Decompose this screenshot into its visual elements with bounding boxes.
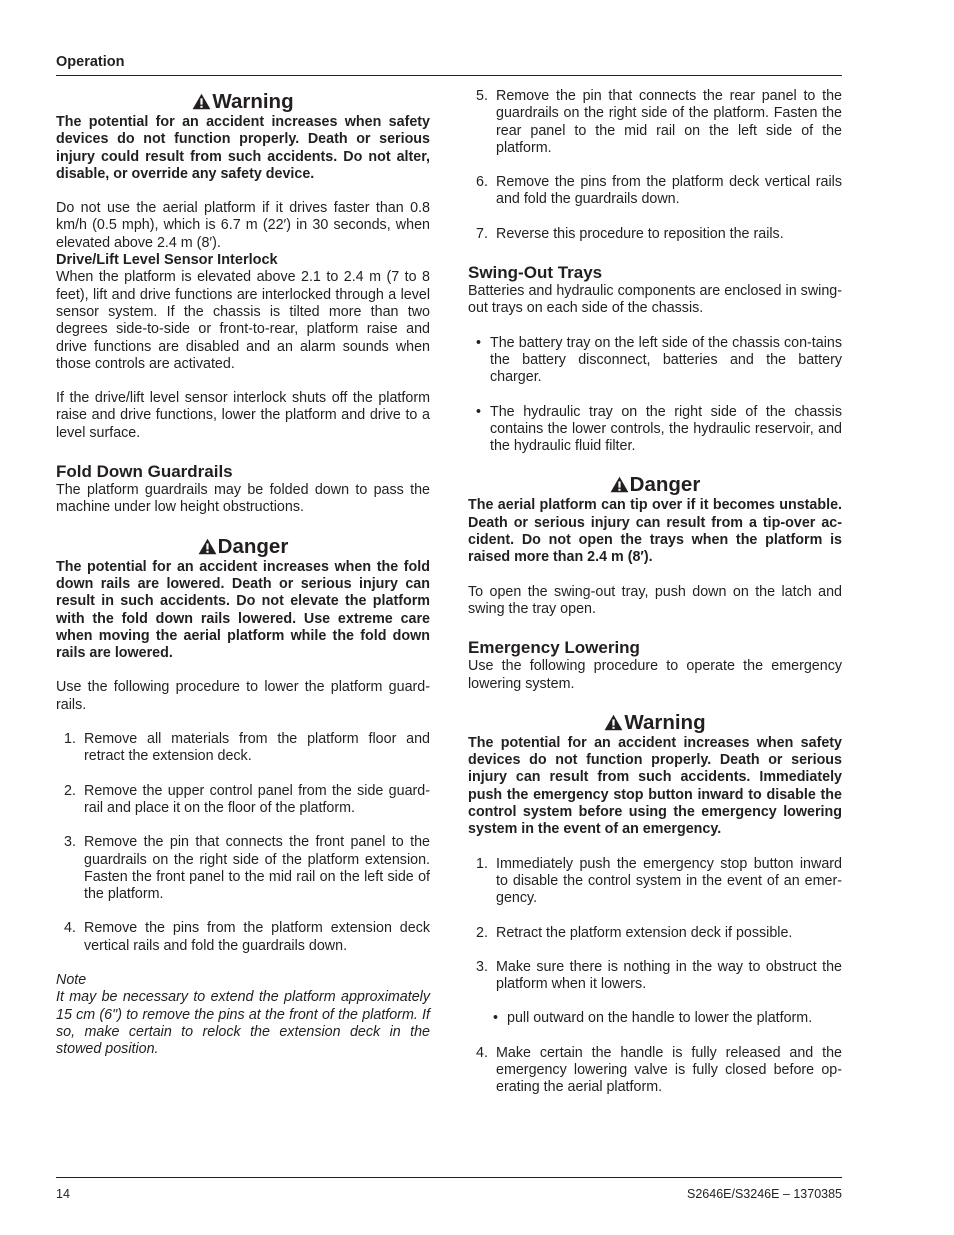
step-number: 4.: [64, 920, 76, 937]
step-text: Retract the platform extension deck if possible.: [496, 924, 793, 941]
danger-text: The aerial platform can tip over if it becomes unstable. Death or serious injury can result from a tip-over ac-cident. Do not open the trays when the platform is raised more than 2.4 m (8′).: [468, 497, 842, 566]
step-number: 1.: [476, 855, 488, 872]
warning-title: Warning: [212, 90, 294, 113]
step-text: Remove the pins from the platform deck vertical rails and fold the guardrails down.: [496, 174, 842, 208]
emergency-steps-final: [468, 1045, 842, 1097]
guardrail-steps-continued: [468, 88, 842, 243]
danger-heading: [468, 473, 842, 497]
bullet: •: [476, 334, 482, 351]
trays-intro: Batteries and hydraulic components are enclosed in swing-out trays on each side of the chassis.: [468, 283, 842, 317]
step-text: Remove all materials from the platform floor and retract the extension deck.: [84, 731, 430, 765]
note-label: Note: [56, 971, 87, 988]
left-column: [56, 90, 430, 1058]
step-text: Remove the upper control panel from the side guard-rail and place it on the floor of the platform.: [84, 782, 430, 816]
interlock-paragraph: When the platform is elevated above 2.1 to 2.4 m (7 to 8 feet), lift and drive functions are interlocked through a level sensor system. If the chassis is tilted more than two degrees side-to-side or front-to-rear, platform raise and drive functions are disabled and an alarm sounds when those controls are activated.: [56, 269, 430, 372]
step-number: 1.: [64, 731, 76, 748]
step-number: 2.: [64, 782, 76, 799]
trays-list: [468, 335, 842, 456]
procedure-intro: Use the following procedure to lower the platform guard-rails.: [56, 679, 430, 713]
emergency-heading: Emergency Lowering: [468, 638, 640, 658]
list-item: [56, 920, 430, 955]
list-item: [468, 925, 842, 942]
tray-open-paragraph: To open the swing-out tray, push down on the latch and swing the tray open.: [468, 583, 842, 617]
list-item: [468, 856, 842, 908]
list-item: [468, 1045, 842, 1097]
drive-speed-paragraph: Do not use the aerial platform if it drives faster than 0.8 km/h (0.5 mph), which is 6.7 m (22′) in 30 seconds, when elevated above 2.4 m (8′).: [56, 200, 430, 251]
warning-triangle-icon: [604, 714, 623, 731]
step-text: Make sure there is nothing in the way to obstruct the platform when it lowers.: [496, 958, 842, 993]
warning-heading: [468, 711, 842, 735]
footer-rule: [56, 1177, 842, 1178]
warning-triangle-icon: [198, 538, 217, 555]
note-text: It may be necessary to extend the platform approximately 15 cm (6") to remove the pins at the front of the platform. If so, make certain to relock the extension deck in the stowed position.: [56, 989, 430, 1058]
header-rule: [56, 75, 842, 76]
bullet-text: pull outward on the handle to lower the platform.: [507, 1010, 813, 1027]
warning-triangle-icon: [610, 476, 629, 493]
section-header: Operation: [56, 54, 125, 70]
list-item: [468, 226, 842, 243]
page-number: 14: [56, 1187, 70, 1201]
list-item: [468, 404, 842, 456]
list-item: [468, 335, 842, 387]
document-id: S2646E/S3246E – 1370385: [687, 1187, 842, 1201]
step-number: 3.: [64, 834, 76, 851]
step-number: 2.: [476, 924, 488, 941]
emergency-intro: Use the following procedure to operate the emergency lowering system.: [468, 658, 842, 692]
guardrails-intro: The platform guardrails may be folded down to pass the machine under low height obstructions.: [56, 482, 430, 516]
bullet: •: [493, 1010, 499, 1027]
list-item: [56, 731, 430, 766]
step-number: 5.: [476, 88, 488, 104]
right-column: [468, 88, 842, 1097]
emergency-steps: [468, 856, 842, 994]
guardrail-steps: [56, 731, 430, 955]
trays-heading: Swing-Out Trays: [468, 263, 603, 283]
interlock-heading: Drive/Lift Level Sensor Interlock: [56, 252, 278, 269]
warning-title: Warning: [624, 710, 706, 734]
list-item: [56, 783, 430, 818]
step-number: 4.: [476, 1044, 488, 1061]
list-item: [56, 834, 430, 903]
list-item: [468, 959, 842, 994]
step-text: Remove the pin that connects the front panel to the guardrails on the right side of the platform extension. Fasten the front panel to the mid rail on the left side of the platform.: [84, 834, 430, 903]
danger-title: Danger: [217, 534, 289, 558]
danger-heading: [56, 535, 430, 559]
step-number: 7.: [476, 225, 488, 242]
bullet: •: [476, 403, 482, 420]
list-item: [468, 174, 842, 209]
bullet-text: The battery tray on the left side of the chassis con-tains the battery disconnect, batteries and the battery charger.: [490, 334, 842, 386]
step-number: 6.: [476, 174, 488, 191]
warning-text: The potential for an accident increases when safety devices do not function properly. Death or serious injury could result from such accidents. Do not alter, disable, or override any safety device.: [56, 114, 430, 182]
danger-title: Danger: [629, 473, 701, 497]
sub-bullet-item: [468, 1010, 842, 1027]
guardrails-heading: Fold Down Guardrails: [56, 462, 233, 482]
step-number: 3.: [476, 958, 488, 975]
step-text: Immediately push the emergency stop button inward to disable the control system in the event of an emer-gency.: [496, 855, 842, 907]
step-text: Make certain the handle is fully released and the emergency lowering valve is fully closed before op-erating the aerial platform.: [496, 1044, 842, 1096]
warning-heading: [56, 90, 430, 114]
step-text: Remove the pins from the platform extension deck vertical rails and fold the guardrails down.: [84, 920, 430, 954]
danger-text: The potential for an accident increases when the fold down rails are lowered. Death or serious injury can result in such accidents. Do not elevate the platform with the fold down rails lowered. Use extreme care when moving the aerial platform while the fold down rails are lowered.: [56, 558, 430, 662]
warning-text: The potential for an accident increases when safety devices do not function properly. Death or serious injury can result from such accidents. Immediately push the emergency stop button inward to disable the control system before using the emergency lowering system in the event of an emergency.: [468, 734, 842, 838]
bullet-text: The hydraulic tray on the right side of the chassis contains the lower controls, the hydraulic reservoir, and the hydraulic fluid filter.: [490, 403, 842, 455]
list-item: [468, 88, 842, 157]
warning-triangle-icon: [192, 93, 211, 110]
interlock-paragraph-2: If the drive/lift level sensor interlock shuts off the platform raise and drive functions, lower the platform and drive to a level surface.: [56, 390, 430, 441]
step-text: Reverse this procedure to reposition the rails.: [496, 225, 784, 242]
step-text: Remove the pin that connects the rear panel to the guardrails on the right side of the platform. Fasten the rear panel to the mid rail on the left side of the platform.: [496, 88, 842, 156]
